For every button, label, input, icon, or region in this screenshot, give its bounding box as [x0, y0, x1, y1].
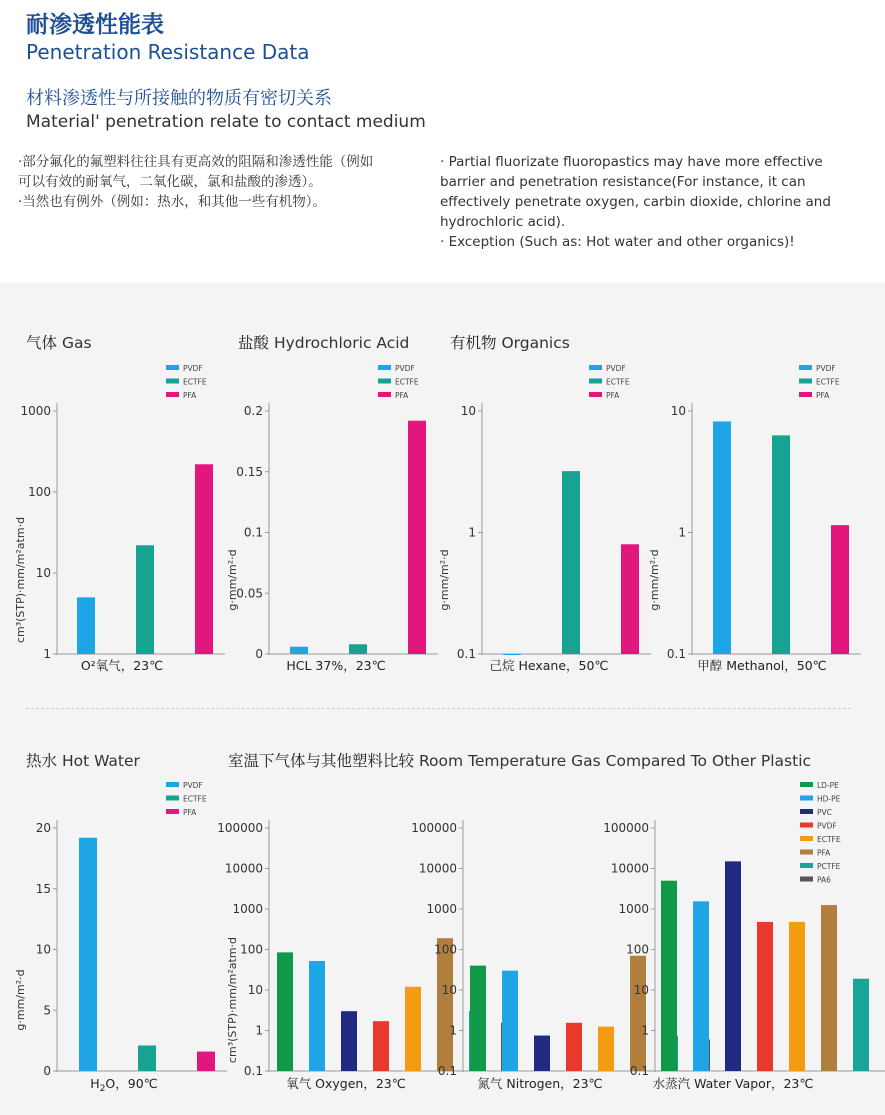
legend-swatch-pfa — [166, 809, 179, 814]
bar-pvdf — [79, 838, 97, 1071]
y-tick-label: 10 — [247, 983, 263, 997]
bar-ectfe — [349, 644, 367, 654]
y-tick-label: 0.1 — [243, 525, 263, 540]
bar-pvc — [341, 1011, 357, 1071]
x-axis-label: HCL 37%，23℃ — [286, 658, 386, 673]
section-room-cn: 室温下气体与其他塑料比较 — [228, 752, 415, 770]
y-tick-label: 0.05 — [236, 586, 263, 601]
chart-hotwater — [14, 781, 227, 1094]
legend-label-ectfe: ECTFE — [183, 377, 207, 387]
y-tick-label: 0.1 — [456, 647, 476, 661]
legend-label-pfa: PFA — [183, 808, 197, 817]
bullet-cn-1: ·部分氟化的氟塑料往往具有更高效的阻隔和渗透性能（例如 — [18, 154, 374, 170]
bar-pfa — [621, 544, 639, 654]
bar-ectfe — [138, 1045, 156, 1071]
section-hcl-cn: 盐酸 — [238, 334, 270, 352]
bullet-en-2: barrier and penetration resistance(For instance, it can — [440, 174, 806, 190]
y-tick-label: 100000 — [217, 821, 263, 835]
y-tick-label: 0.2 — [243, 404, 263, 418]
y-tick-label: 0.1 — [666, 647, 686, 661]
y-tick-label: 15 — [35, 881, 51, 896]
bar-ectfe — [772, 435, 790, 654]
bar-pvdf — [566, 1023, 582, 1071]
y-tick-label: 1 — [641, 1023, 649, 1038]
bullet-en-4: hydrochloric acid). — [440, 214, 566, 230]
y-tick-label: 100 — [626, 942, 649, 957]
y-tick-label: 1 — [468, 525, 476, 540]
bar-hd-pe — [693, 901, 709, 1071]
y-tick-label: 0 — [43, 1064, 51, 1078]
y-tick-label: 20 — [35, 821, 51, 835]
legend-label-ectfe: ECTFE — [817, 835, 841, 844]
bar-ectfe — [405, 987, 421, 1071]
bar-pfa — [630, 956, 646, 1071]
legend-label-pvdf: PVDF — [183, 364, 203, 373]
bar-pvdf — [290, 647, 308, 654]
y-tick-label: 10000 — [418, 861, 457, 876]
bar-pvdf — [713, 421, 731, 654]
x-axis-label: 氮气 Nitrogen，23℃ — [477, 1076, 603, 1091]
bullet-cn-2: 可以有效的耐氧气，二氧化碳，氯和盐酸的渗透）。 — [18, 174, 322, 190]
y-tick-label: 100000 — [411, 821, 457, 835]
legend-label-pvdf: PVDF — [816, 364, 836, 373]
legend-swatch-pfa — [166, 392, 179, 397]
y-tick-label: 0.1 — [437, 1064, 457, 1078]
legend-label-pfa: PFA — [183, 391, 197, 400]
legend-swatch-pvdf — [378, 365, 391, 370]
legend-label-pfa: PFA — [606, 391, 620, 400]
bullet-en-3: effectively penetrate oxygen, carbin dioxide, chlorine and — [440, 194, 831, 210]
bar-pvdf — [77, 597, 95, 654]
chart-hexane — [438, 364, 651, 673]
page-title-en: Penetration Resistance Data — [26, 40, 310, 64]
legend-swatch-pvdf — [166, 365, 179, 370]
legend-label-ectfe: ECTFE — [606, 377, 630, 387]
legend-label-pvc: PVC — [817, 808, 832, 817]
section-gas-cn: 气体 — [26, 334, 58, 352]
y-tick-label: 0.1 — [629, 1064, 649, 1078]
bar-ectfe — [136, 545, 154, 654]
bar-pfa — [408, 421, 426, 654]
y-tick-label: 1 — [678, 525, 686, 540]
legend-label-pvdf: PVDF — [606, 364, 626, 373]
legend-swatch-pvdf — [166, 782, 179, 787]
legend-swatch-pfa — [799, 392, 812, 397]
bar-pfa — [831, 525, 849, 654]
y-axis-label: g·mm/m²·d — [648, 549, 661, 611]
y-axis-label: cm³(STP)·mm/m²atm·d — [226, 936, 239, 1064]
bar-pvdf — [757, 922, 773, 1071]
y-tick-label: 10000 — [224, 861, 263, 876]
y-tick-label: 1000 — [618, 902, 649, 916]
bar-pvdf — [503, 654, 521, 655]
bar-pfa — [821, 905, 837, 1071]
legend-swatch-ectfe — [800, 836, 813, 841]
bullet-en-5: · Exception (Such as: Hot water and other organics)! — [440, 234, 795, 250]
legend-swatch-ld-pe — [800, 782, 813, 787]
x-axis-label: $H_2O$，90℃ — [90, 1076, 158, 1094]
y-tick-label: 1 — [449, 1023, 457, 1038]
legend-swatch-ectfe — [378, 379, 391, 384]
bar-pctfe — [853, 979, 869, 1071]
y-tick-label: 100 — [28, 485, 51, 499]
x-axis-label: 甲醇 Methanol，50℃ — [697, 658, 827, 673]
legend-label-hd-pe: HD-PE — [817, 794, 841, 804]
bar-ld-pe — [470, 966, 486, 1071]
chart-gas — [14, 364, 225, 673]
y-axis-label: g·mm/m²·d — [226, 549, 239, 611]
chart-hcl — [226, 364, 438, 673]
legend-swatch-ectfe — [589, 379, 602, 384]
legend-swatch-hd-pe — [800, 796, 813, 801]
y-tick-label: 1 — [43, 647, 51, 661]
legend-swatch-pfa — [378, 392, 391, 397]
legend-swatch-pfa — [589, 392, 602, 397]
y-tick-label: 0 — [255, 647, 263, 661]
legend-label-pfa: PFA — [395, 391, 409, 400]
bar-pfa — [195, 464, 213, 654]
legend-swatch-pvdf — [589, 365, 602, 370]
legend-label-pvdf: PVDF — [395, 364, 415, 373]
bar-ld-pe — [277, 952, 293, 1071]
legend-label-pfa: PFA — [817, 848, 831, 858]
legend-label-ectfe: ECTFE — [395, 377, 419, 387]
y-tick-label: 10 — [633, 983, 649, 997]
legend-swatch-pctfe — [800, 863, 813, 868]
legend-label-pvdf: PVDF — [817, 821, 837, 831]
bar-pfa — [437, 938, 453, 1071]
section-gas-en: Gas — [61, 334, 92, 352]
subtitle-cn: 材料渗透性与所接触的物质有密切关系 — [26, 88, 332, 109]
y-tick-label: 10 — [35, 566, 51, 580]
y-tick-label: 1000 — [232, 902, 263, 916]
bar-ectfe — [789, 922, 805, 1071]
page-title-cn: 耐渗透性能表 — [26, 12, 164, 38]
x-axis-label: 水蒸汽 Water Vapor，23℃ — [652, 1076, 814, 1091]
section-organics-en: Organics — [501, 334, 570, 352]
bar-pvc — [725, 861, 741, 1071]
y-tick-label: 0.1 — [243, 1064, 263, 1078]
y-tick-label: 1 — [255, 1023, 263, 1038]
x-axis-label: O²氧气，23℃ — [80, 658, 164, 673]
y-tick-label: 10 — [35, 942, 51, 957]
legend-swatch-ectfe — [166, 379, 179, 384]
legend-label-ld-pe: LD-PE — [817, 781, 839, 790]
y-tick-label: 1000 — [426, 902, 457, 916]
bar-ectfe — [598, 1027, 614, 1071]
bar-pvc — [534, 1036, 550, 1071]
section-hcl-en: Hydrochloric Acid — [273, 334, 410, 352]
bar-hd-pe — [309, 961, 325, 1071]
y-tick-label: 10 — [460, 404, 476, 418]
x-axis-label: 己烷 Hexane，50℃ — [489, 658, 609, 673]
y-tick-label: 1000 — [20, 404, 51, 418]
y-tick-label: 0.15 — [236, 464, 263, 479]
bar-hd-pe — [502, 971, 518, 1071]
legend-label-pvdf: PVDF — [183, 781, 203, 790]
legend-swatch-pa6 — [800, 877, 813, 882]
bar-pfa — [197, 1052, 215, 1071]
legend-label-pfa: PFA — [816, 391, 830, 400]
y-tick-label: 10 — [670, 404, 686, 418]
y-tick-label: 100000 — [603, 821, 649, 835]
subtitle-en: Material' penetration relate to contact medium — [26, 112, 426, 132]
y-axis-label: g·mm/m²·d — [14, 969, 27, 1031]
y-axis-label: cm³(STP)·mm/m²atm·d — [14, 516, 27, 644]
legend-swatch-pfa — [800, 850, 813, 855]
y-axis-label: g·mm/m²·d — [438, 549, 451, 611]
y-tick-label: 100 — [240, 942, 263, 957]
bullet-cn-3: ·当然也有例外（例如：热水，和其他一些有机物）。 — [18, 194, 327, 210]
bar-ld-pe — [661, 881, 677, 1071]
legend-label-ectfe: ECTFE — [816, 377, 840, 387]
section-room-en: Room Temperature Gas Compared To Other Plastic — [418, 752, 812, 770]
bar-ectfe — [562, 471, 580, 654]
y-tick-label: 10000 — [610, 861, 649, 876]
legend-swatch-pvdf — [800, 823, 813, 828]
legend-label-pctfe: PCTFE — [817, 862, 841, 871]
y-tick-label: 100 — [434, 942, 457, 957]
chart-methanol — [648, 364, 861, 673]
section-organics-cn: 有机物 — [450, 334, 497, 352]
y-tick-label: 5 — [43, 1003, 51, 1018]
y-tick-label: 10 — [441, 983, 457, 997]
legend-swatch-ectfe — [166, 796, 179, 801]
section-hotwater-cn: 热水 — [26, 752, 58, 770]
section-hotwater-en: Hot Water — [61, 752, 140, 770]
legend-swatch-ectfe — [799, 379, 812, 384]
legend-swatch-pvc — [800, 809, 813, 814]
legend-label-ectfe: ECTFE — [183, 794, 207, 804]
bullet-en-1: · Partial fluorizate fluoropastics may have more effective — [440, 154, 823, 170]
bar-pvdf — [373, 1021, 389, 1071]
legend-label-pa6: PA6 — [817, 875, 831, 885]
legend-swatch-pvdf — [799, 365, 812, 370]
x-axis-label: 氧气 Oxygen，23℃ — [286, 1076, 406, 1091]
